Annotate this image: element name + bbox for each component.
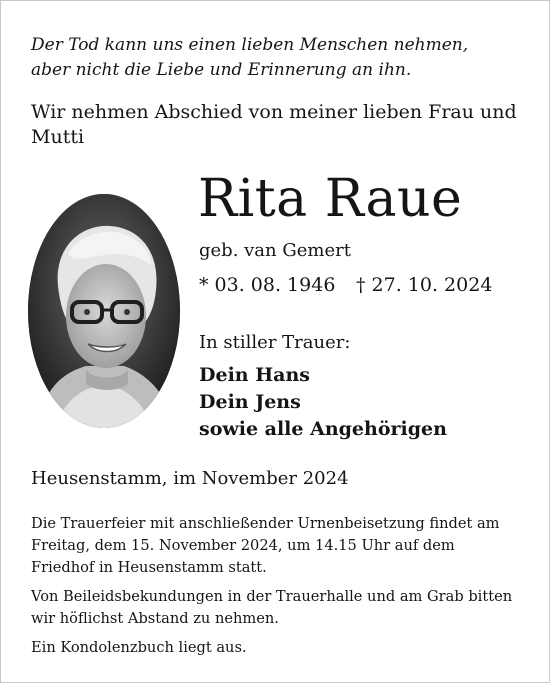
mourner-son: Dein Jens [199, 391, 301, 413]
portrait-photo-icon [28, 194, 180, 428]
funeral-info: Die Trauerfeier mit anschließender Urnenbeisetzung findet am Freitag, dem 15. November 2024, um 14.15 Uhr auf dem Friedhof in Heusenstamm statt. [31, 515, 500, 576]
quote-line-1: Der Tod kann uns einen lieben Menschen nehmen, [31, 35, 469, 55]
deceased-name: Rita Raue [198, 169, 463, 229]
mourner-relatives: sowie alle Angehörigen [199, 418, 447, 440]
memorial-quote [31, 33, 531, 83]
life-dates [199, 272, 493, 298]
condolence-info: Von Beileidsbekundungen in der Trauerhalle und am Grab bitten wir höflichst Abstand zu nehmen. [31, 588, 513, 627]
quote-line-2: aber nicht die Liebe und Erinnerung an ihn. [31, 60, 412, 80]
mourning-label: In stiller Trauer: [199, 332, 351, 353]
mourner-husband: Dein Hans [199, 364, 310, 386]
birth-date: * 03. 08. 1946 [199, 274, 336, 296]
condolence-book-info: Ein Kondolenzbuch liegt aus. [31, 639, 247, 656]
portrait-photo [28, 194, 180, 428]
mourners-list [199, 362, 447, 443]
birth-name: geb. van Gemert [199, 240, 351, 261]
death-date: † 27. 10. 2024 [356, 274, 493, 296]
place-date: Heusenstamm, im November 2024 [31, 468, 349, 489]
farewell-intro: Wir nehmen Abschied von meiner lieben Frau und Mutti [31, 101, 517, 148]
